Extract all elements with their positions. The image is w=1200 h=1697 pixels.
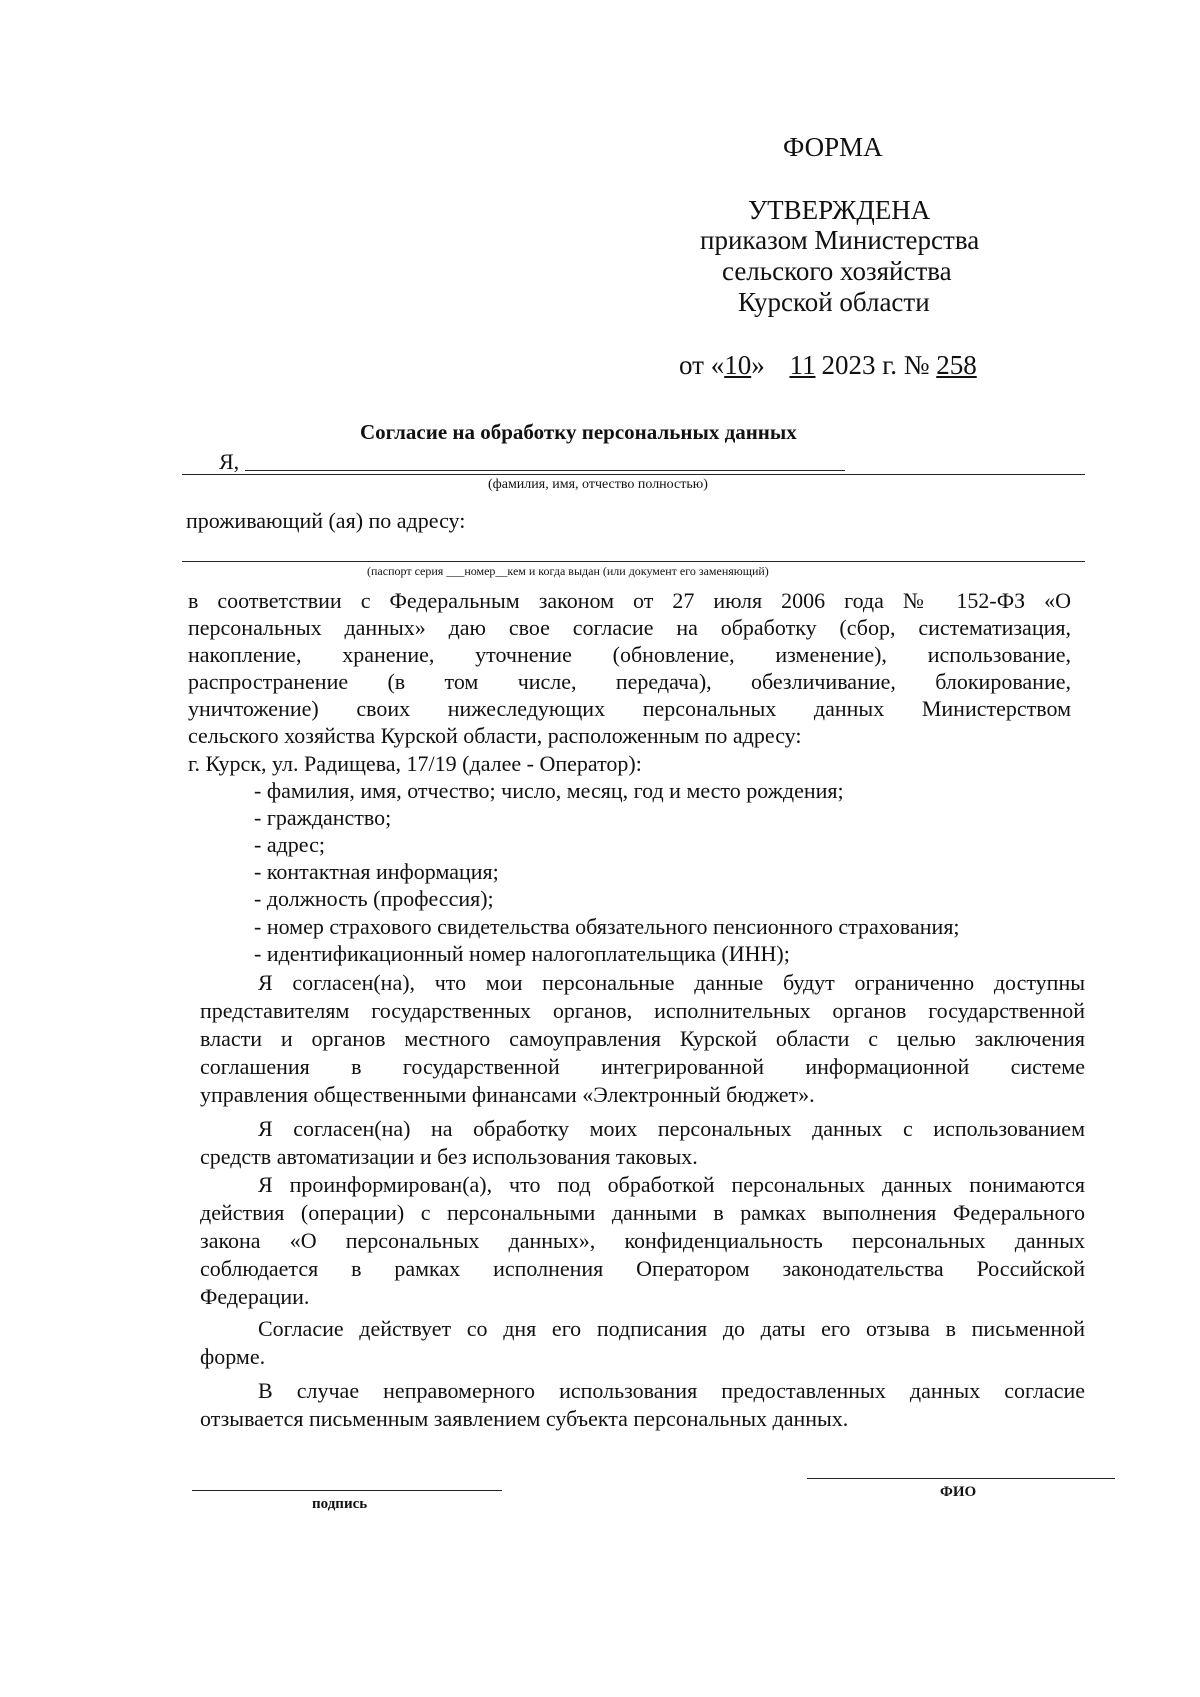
consent-line: в соответствии с Федеральным законом от 27 июля 2006 года № 152-ФЗ «О: [188, 588, 1071, 613]
data-list-item: - номер страхового свидетельства обязательного пенсионного страхования;: [254, 914, 960, 939]
paragraph-3-line: Я проинформирован(а), что под обработкой персональных данных понимаются: [258, 1172, 1085, 1197]
consent-line: распространение (в том числе, передача), обезличивание, блокирование,: [188, 669, 1071, 694]
name-prefix: Я,: [219, 449, 240, 474]
fio-label: ФИО: [940, 1484, 977, 1500]
paragraph-2-last: средств автоматизации и без использования таковых.: [200, 1144, 698, 1169]
approval-date: [679, 350, 977, 381]
approved-label: УТВЕРЖДЕНА: [748, 195, 931, 225]
paragraph-3-line: соблюдается в рамках исполнения Оператором законодательства Российской: [200, 1256, 1085, 1281]
paragraph-5-line: В случае неправомерного использования предоставленных данных согласие: [258, 1378, 1085, 1403]
paragraph-3-line: закона «О персональных данных», конфиденциальность персональных данных: [200, 1228, 1085, 1253]
address-underline: [182, 561, 1085, 562]
date-mid: »: [751, 350, 772, 380]
paragraph-2-line: Я согласен(на) на обработку моих персональных данных с использованием: [258, 1116, 1085, 1141]
paragraph-5-last: отзывается письменным заявлением субъекта персональных данных.: [200, 1406, 849, 1431]
passport-caption: (паспорт серия ___номер__кем и когда выдан (или документ его заменяющий): [367, 564, 769, 578]
approved-by-line1: приказом Министерства: [700, 225, 980, 255]
data-list-item: - контактная информация;: [254, 859, 499, 884]
paragraph-1-line: власти и органов местного самоуправления Курской области с целью заключения: [200, 1026, 1085, 1051]
paragraph-4-last: форме.: [200, 1344, 266, 1369]
date-month: 11: [789, 350, 816, 380]
signature-line: [192, 1490, 502, 1491]
paragraph-1-line: представителям государственных органов, исполнительных органов государственной: [200, 998, 1085, 1023]
name-signature-line: [807, 1478, 1115, 1479]
order-number: 258: [936, 350, 977, 380]
consent-line: персональных данных» даю свое согласие на обработку (сбор, систематизация,: [188, 615, 1071, 640]
paragraph-1-last: управления общественными финансами «Электронный бюджет».: [200, 1082, 815, 1107]
paragraph-1-line: Я согласен(на), что мои персональные данные будут ограниченно доступны: [258, 970, 1085, 995]
approved-by-line3: Курской области: [738, 287, 930, 317]
data-list-item: - фамилия, имя, отчество; число, месяц, год и место рождения;: [254, 778, 844, 803]
name-caption: (фамилия, имя, отчество полностью): [488, 477, 708, 492]
data-list-item: - адрес;: [254, 832, 325, 857]
data-list-item: - идентификационный номер налогоплательщика (ИНН);: [254, 941, 790, 966]
consent-line: уничтожение) своих нижеследующих персональных данных Министерством: [188, 696, 1071, 721]
date-year: 2023 г. №: [821, 350, 937, 380]
consent-line: накопление, хранение, уточнение (обновление, изменение), использование,: [188, 642, 1071, 667]
paragraph-3-line: действия (операции) с персональными данными в рамках выполнения Федерального: [200, 1200, 1085, 1225]
name-underline-2: [182, 474, 1085, 475]
approved-by-line2: сельского хозяйства: [722, 256, 952, 286]
document-title: Согласие на обработку персональных данных: [360, 420, 797, 444]
form-label: ФОРМА: [783, 132, 883, 162]
paragraph-3-last: Федерации.: [200, 1284, 310, 1309]
paragraph-1-line: соглашения в государственной интегрированной информационной системе: [200, 1054, 1085, 1079]
date-prefix: от «: [679, 350, 725, 380]
signature-label: подпись: [312, 1496, 368, 1512]
data-list-item: - гражданство;: [254, 805, 392, 830]
operator-address: г. Курск, ул. Радищева, 17/19 (далее - Оператор):: [188, 751, 642, 776]
date-day: 10: [724, 350, 752, 380]
consent-line-last: сельского хозяйства Курской области, расположенным по адресу:: [188, 723, 802, 748]
data-list-item: - должность (профессия);: [254, 886, 494, 911]
address-label: проживающий (ая) по адресу:: [186, 508, 466, 533]
paragraph-4-line: Согласие действует со дня его подписания до даты его отзыва в письменной: [258, 1316, 1085, 1341]
name-underline-1: [245, 470, 845, 471]
